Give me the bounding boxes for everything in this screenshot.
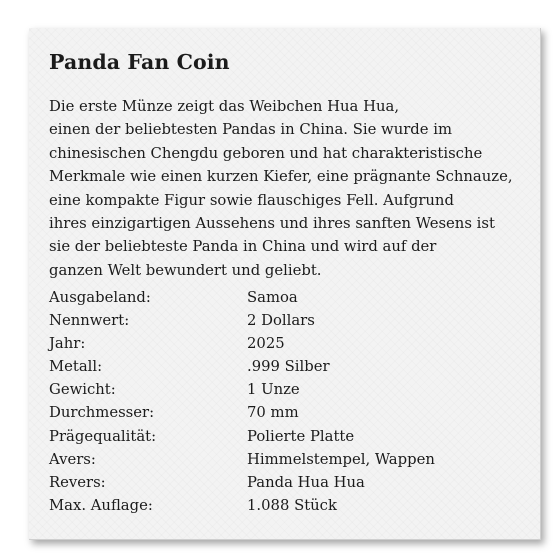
spec-value: Panda Hua Hua <box>247 473 365 491</box>
spec-label: Jahr: <box>49 335 86 353</box>
spec-row <box>49 309 519 332</box>
spec-row <box>49 494 519 517</box>
spec-row <box>49 355 519 378</box>
description-line: chinesischen Chengdu geboren und hat charakteristische <box>49 144 483 162</box>
info-card <box>29 28 541 540</box>
description-line: ganzen Welt bewundert und geliebt. <box>49 261 322 279</box>
spec-row <box>49 286 519 309</box>
spec-value: 2 Dollars <box>247 312 315 330</box>
description-line: eine kompakte Figur sowie flauschiges Fell. Aufgrund <box>49 191 454 209</box>
spec-row <box>49 332 519 355</box>
spec-value: Polierte Platte <box>247 427 355 445</box>
spec-label: Ausgabeland: <box>49 289 151 306</box>
spec-label: Max. Auflage: <box>49 496 153 514</box>
spec-value: Samoa <box>247 289 298 306</box>
description-paragraph <box>49 95 529 282</box>
spec-label: Nennwert: <box>49 312 130 330</box>
specs-table <box>49 286 519 517</box>
spec-row <box>49 425 519 448</box>
description-line: ihres einzigartigen Aussehens und ihres sanften Wesens ist <box>49 215 495 233</box>
spec-value: 1 Unze <box>247 381 300 399</box>
spec-label: Durchmesser: <box>49 404 155 422</box>
spec-row <box>49 471 519 494</box>
spec-value: Himmelstempel, Wappen <box>247 450 435 468</box>
spec-value: 1.088 Stück <box>247 496 337 514</box>
spec-row <box>49 401 519 424</box>
spec-label: Gewicht: <box>49 381 116 399</box>
description-line: einen der beliebtesten Pandas in China. Sie wurde im <box>49 121 453 139</box>
spec-label: Revers: <box>49 473 106 491</box>
spec-value: 2025 <box>247 335 285 353</box>
spec-label: Metall: <box>49 358 103 376</box>
description-line: sie der beliebteste Panda in China und wird auf der <box>49 238 437 256</box>
description-line: Merkmale wie einen kurzen Kiefer, eine prägnante Schnauze, <box>49 168 513 186</box>
card-title: Panda Fan Coin <box>49 50 230 74</box>
spec-row <box>49 378 519 401</box>
spec-label: Avers: <box>49 450 96 468</box>
spec-label: Prägequalität: <box>49 427 157 445</box>
spec-value: 70 mm <box>247 404 299 422</box>
spec-row <box>49 448 519 471</box>
description-line: Die erste Münze zeigt das Weibchen Hua Hua, <box>49 98 400 115</box>
spec-value: .999 Silber <box>247 358 330 376</box>
